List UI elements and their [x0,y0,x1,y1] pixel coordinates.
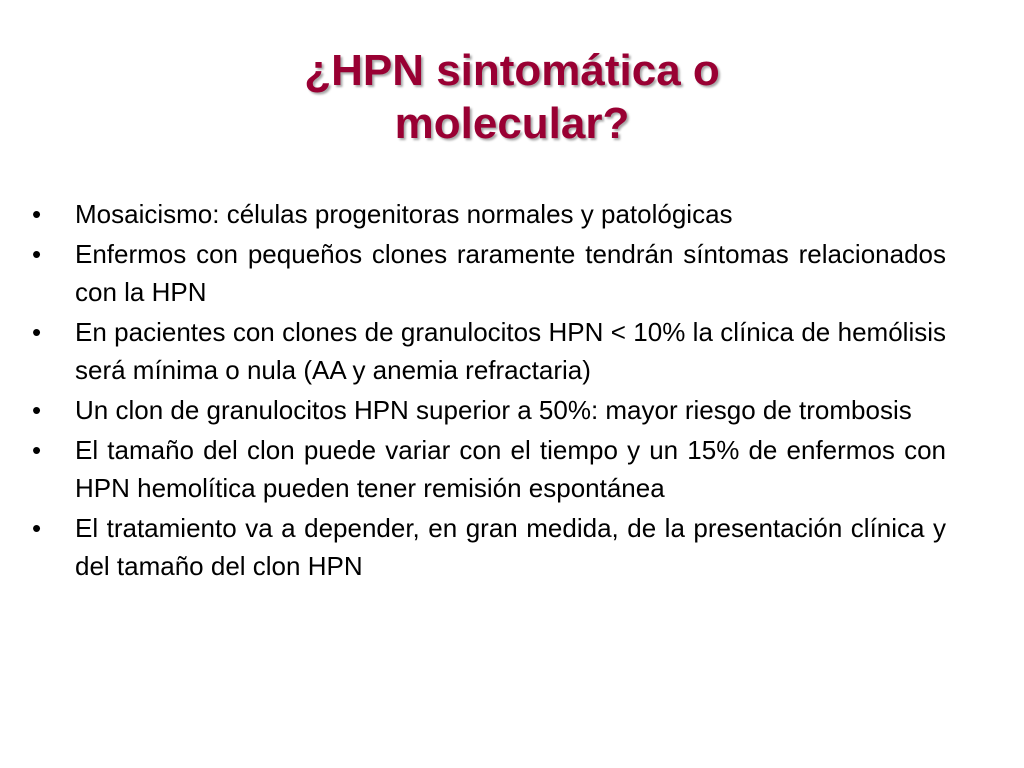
bullet-item [28,391,946,429]
bullet-item [28,313,946,389]
bullet-text: El tratamiento va a depender, en gran medida, de la presentación clínica y del tamaño del clon HPN [75,513,946,581]
bullet-text: El tamaño del clon puede variar con el tiempo y un 15% de enfermos con HPN hemolítica pueden tener remisión espontánea [75,435,946,503]
bullet-text: Un clon de granulocitos HPN superior a 50%: mayor riesgo de trombosis [75,395,912,425]
slide-title [100,44,924,150]
bullet-dot-icon: • [32,239,42,269]
bullet-item [28,509,946,585]
bullet-dot-icon: • [32,395,42,425]
title-line-2: molecular? [394,99,630,148]
bullet-text: Mosaicismo: células progenitoras normales y patológicas [75,199,733,229]
bullet-list [28,195,946,587]
title-line-1: ¿HPN sintomática o [304,46,720,95]
bullet-dot-icon: • [32,317,42,347]
bullet-dot-icon: • [32,513,42,543]
bullet-dot-icon: • [32,435,42,465]
bullet-item [28,431,946,507]
bullet-text: En pacientes con clones de granulocitos HPN < 10% la clínica de hemólisis será mínima o nula (AA y anemia refractaria) [75,317,946,385]
bullet-item [28,235,946,311]
bullet-dot-icon: • [32,199,42,229]
bullet-item [28,195,946,233]
bullet-text: Enfermos con pequeños clones raramente tendrán síntomas relacionados con la HPN [75,239,946,307]
